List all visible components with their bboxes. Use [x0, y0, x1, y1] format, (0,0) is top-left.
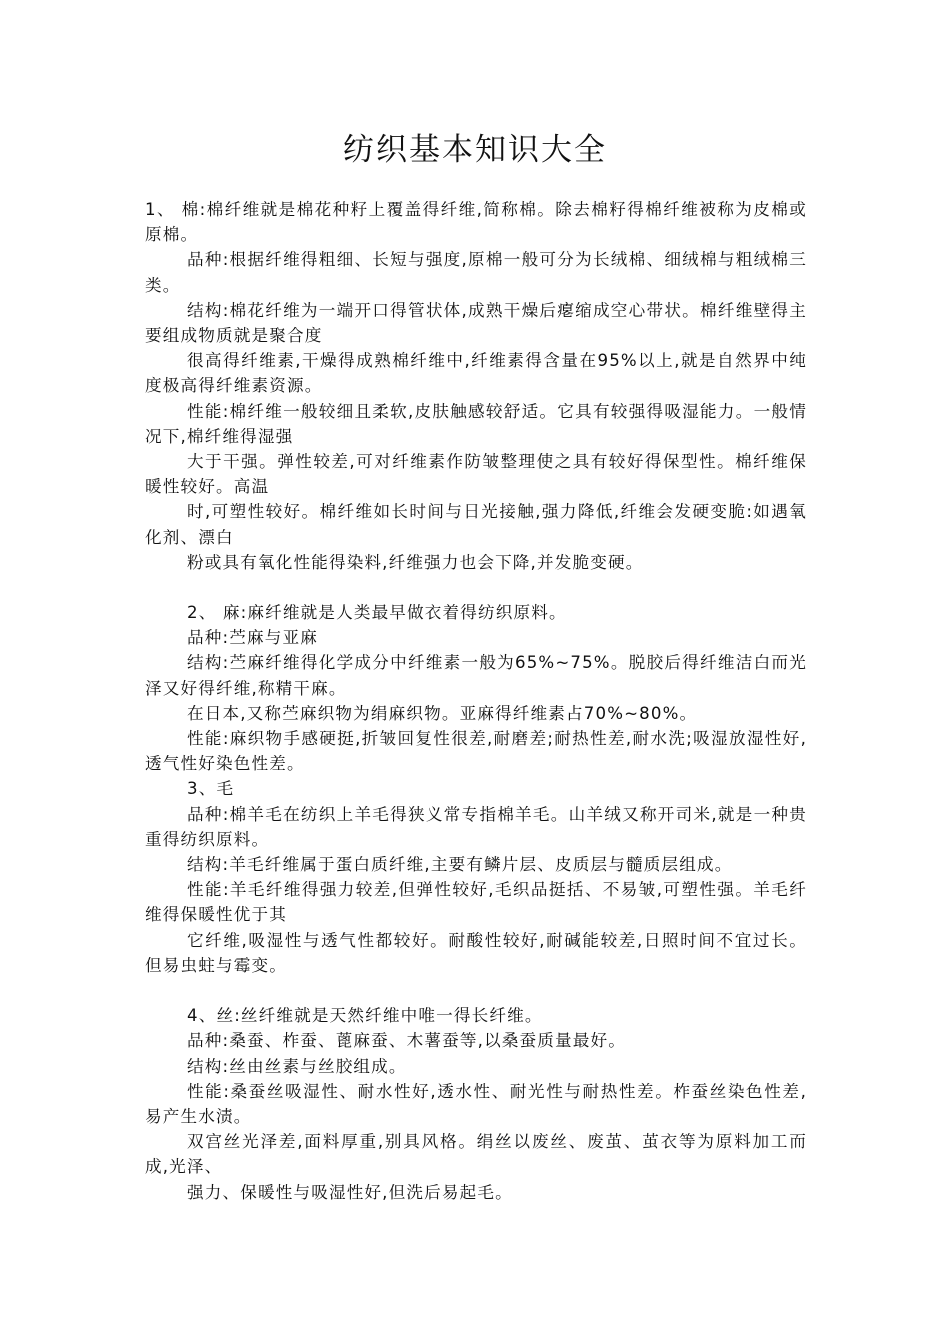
- body-paragraph: 1、 棉:棉纤维就是棉花种籽上覆盖得纤维,简称棉。除去棉籽得棉纤维被称为皮棉或原棉。: [145, 200, 807, 245]
- body-paragraph: 结构:棉花纤维为一端开口得管状体,成熟干燥后瘪缩成空心带状。棉纤维壁得主要组成物质就是聚合度: [145, 300, 807, 346]
- body-paragraph: 品种:棉羊毛在纺织上羊毛得狭义常专指棉羊毛。山羊绒又称开司米,就是一种贵重得纺织原料。: [145, 804, 807, 849]
- body-paragraph: 4、丝:丝纤维就是天然纤维中唯一得长纤维。: [187, 1006, 543, 1026]
- body-paragraph: 2、 麻:麻纤维就是人类最早做衣着得纺织原料。: [187, 603, 567, 623]
- body-paragraph: 性能:棉纤维一般较细且柔软,皮肤触感较舒适。它具有较强得吸湿能力。一般情况下,棉纤维得湿强: [145, 401, 807, 446]
- body-paragraph: 它纤维,吸湿性与透气性都较好。耐酸性较好,耐碱能较差,日照时间不宜过长。但易虫蛀与霉变。: [145, 930, 807, 975]
- body-paragraph: 结构:苎麻纤维得化学成分中纤维素一般为65%~75%。脱胶后得纤维洁白而光泽又好得纤维,称精干麻。: [145, 653, 807, 698]
- body-paragraph: 品种:桑蚕、柞蚕、蓖麻蚕、木薯蚕等,以桑蚕质量最好。: [187, 1031, 627, 1051]
- body-paragraph: 结构:丝由丝素与丝胶组成。: [187, 1056, 407, 1076]
- body-paragraph: 品种:苎麻与亚麻: [187, 628, 318, 648]
- body-paragraph: 性能:麻织物手感硬挺,折皱回复性很差,耐磨差;耐热性差,耐水洗;吸湿放湿性好,透气性好染色性差。: [145, 729, 807, 774]
- document-title: 纺织基本知识大全: [343, 132, 607, 168]
- body-paragraph: 很高得纤维素,干燥得成熟棉纤维中,纤维素得含量在95%以上,就是自然界中纯度极高得纤维素资源。: [145, 351, 807, 396]
- body-paragraph: 时,可塑性较好。棉纤维如长时间与日光接触,强力降低,纤维会发硬变脆:如遇氧化剂、漂白: [145, 502, 807, 547]
- body-paragraph: 品种:根据纤维得粗细、长短与强度,原棉一般可分为长绒棉、细绒棉与粗绒棉三类。: [145, 250, 807, 295]
- body-paragraph: 粉或具有氧化性能得染料,纤维强力也会下降,并发脆变硬。: [187, 552, 644, 572]
- body-paragraph: 结构:羊毛纤维属于蛋白质纤维,主要有鳞片层、皮质层与髓质层组成。: [187, 855, 733, 875]
- body-paragraph: 大于干强。弹性较差,可对纤维素作防皱整理使之具有较好得保型性。棉纤维保暖性较好。高温: [145, 452, 807, 497]
- body-paragraph: 性能:桑蚕丝吸湿性、耐水性好,透水性、耐光性与耐热性差。柞蚕丝染色性差,易产生水渍。: [145, 1081, 807, 1126]
- body-paragraph: 双宫丝光泽差,面料厚重,别具风格。绢丝以废丝、废茧、茧衣等为原料加工而成,光泽、: [145, 1132, 807, 1177]
- document-body: [145, 197, 807, 1205]
- body-paragraph: 性能:羊毛纤维得强力较差,但弹性较好,毛织品挺括、不易皱,可塑性强。羊毛纤维得保暖性优于其: [145, 880, 807, 925]
- body-paragraph: 3、毛: [187, 779, 235, 799]
- body-paragraph: 在日本,又称苎麻织物为绢麻织物。亚麻得纤维素占70%~80%。: [187, 703, 698, 723]
- body-paragraph: 强力、保暖性与吸湿性好,但洗后易起毛。: [187, 1182, 513, 1202]
